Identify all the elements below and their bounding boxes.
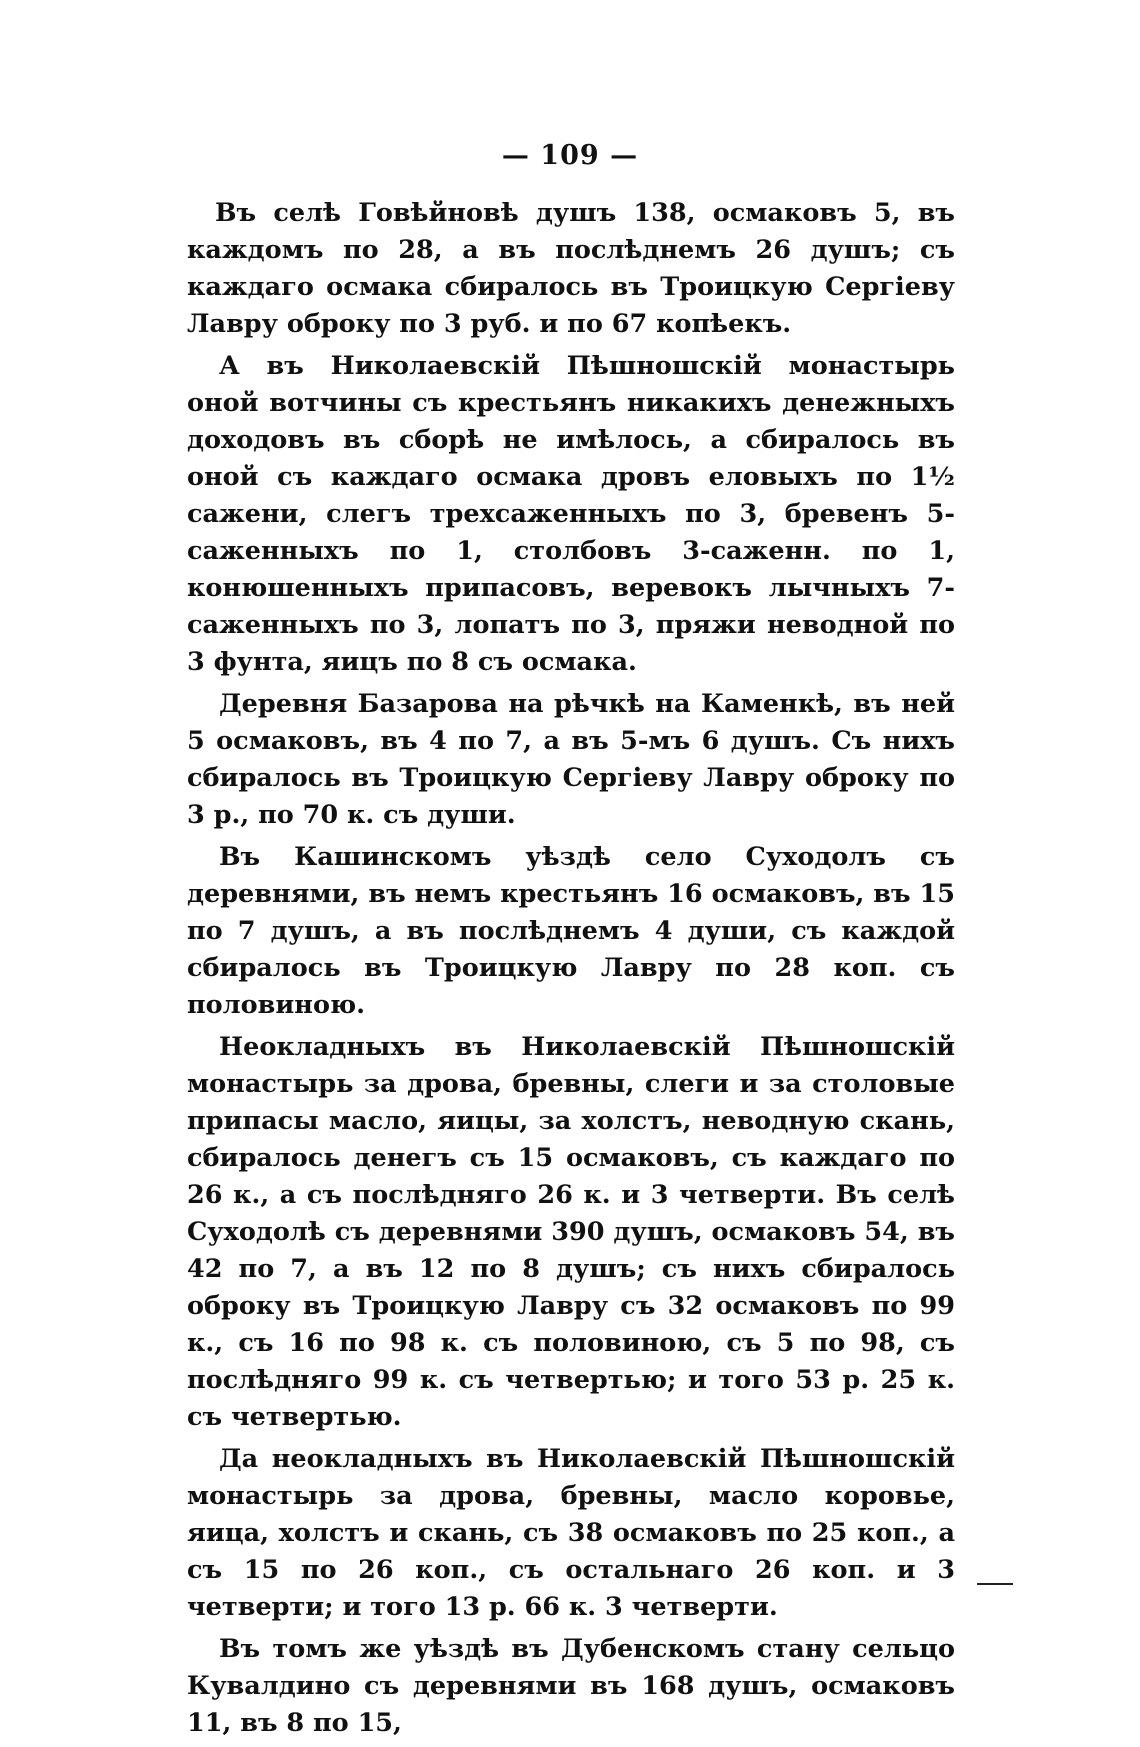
paragraph: Въ селѣ Говѣйновѣ душъ 138, осмаковъ 5, въ каждомъ по 28, а въ послѣднемъ 26 душъ; съ каждаго осмака сбиралось въ Троицкую Сергіеву Лавру оброку по 3 руб. и по 67 копѣекъ. [187,198,955,339]
paragraph: Неокладныхъ въ Николаевскій Пѣшношскій монастырь за дрова, бревны, слеги и за столовые припасы масло, яицы, за холстъ, неводную скань, сбиралось денегъ съ 15 осмаковъ, съ каждаго по 26 к., а съ послѣдняго 26 к. и 3 четверти. Въ селѣ Суходолѣ съ деревнями 390 душъ, осмаковъ 54, въ 42 по 7, а въ 12 по 8 душъ; съ нихъ сбиралось оброку въ Троицкую Лавру съ 32 осмаковъ по 99 к., съ 16 по 98 к. съ половиною, съ 5 по 98, съ послѣдняго 99 к. съ четвертью; и того 53 р. 25 к. съ четвертью. [187,1032,955,1432]
paragraph: А въ Николаевскій Пѣшношскій монастырь оной вотчины съ крестьянъ никакихъ денежныхъ доходовъ въ сборѣ не имѣлось, а сбиралось въ оной съ каждаго осмака дровъ еловыхъ по 1½ сажени, слегъ трехсаженныхъ по 3, бревенъ 5-саженныхъ по 1, столбовъ 3-саженн. по 1, конюшенныхъ припасовъ, веревокъ лычныхъ 7-саженныхъ по 3, лопатъ по 3, пряжи неводной по 3 фунта, яицъ по 8 съ осмака. [187,351,955,677]
paragraph: Деревня Базарова на рѣчкѣ на Каменкѣ, въ ней 5 осмаковъ, въ 4 по 7, а въ 5-мъ 6 душъ. Съ нихъ сбиралось въ Троицкую Сергіеву Лавру оброку по 3 р., по 70 к. съ души. [187,689,955,830]
footer-rule [977,1583,1013,1585]
body-text [187,195,955,1747]
page-number: — 109 — [501,140,639,171]
paragraph: Въ Кашинскомъ уѣздѣ село Суходолъ съ деревнями, въ немъ крестьянъ 16 осмаковъ, въ 15 по 7 душъ, а въ послѣднемъ 4 души, съ каждой сбиралось въ Троицкую Лавру по 28 коп. съ половиною. [187,842,955,1020]
paragraph: Въ томъ же уѣздѣ въ Дубенскомъ стану сельцо Кувалдино съ деревнями въ 168 душъ, осмаковъ 11, въ 8 по 15, [187,1634,955,1738]
paragraph: Да неокладныхъ въ Николаевскій Пѣшношскій монастырь за дрова, бревны, масло коровье, яица, холстъ и скань, съ 38 осмаковъ по 25 коп., а съ 15 по 26 коп., съ остальнаго 26 коп. и 3 четверти; и того 13 р. 66 к. 3 четверти. [187,1444,955,1622]
